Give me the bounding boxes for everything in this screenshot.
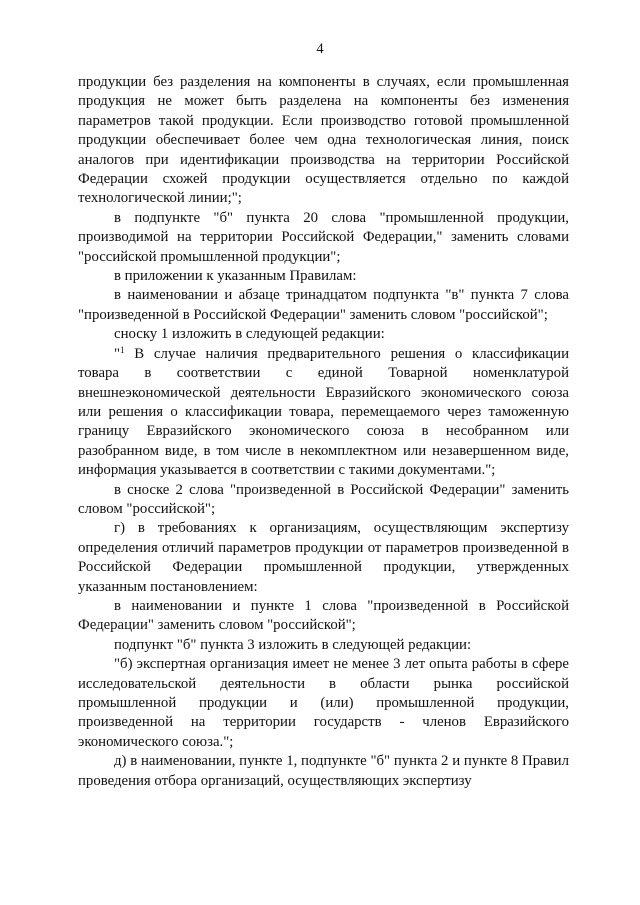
page-number: 4 bbox=[316, 41, 324, 57]
paragraph-appendix: в приложении к указанным Правилам: bbox=[114, 268, 357, 285]
paragraph-subclause-b-20: в подпункте "б" пункта 20 слова "промышленной продукции, производимой на территории Российской Федерации," заменить словами "российской промышленной продукции"; bbox=[78, 209, 569, 265]
quote-mark: " bbox=[114, 345, 121, 362]
paragraph-continuation: продукции без разделения на компоненты в случаях, если промышленная продукция не может быть разделена на компоненты без изменения параметров такой продукции. Если производство готовой промышленной продукции обеспечивает более чем одна технологическая линия, поиск аналогов при идентификации производства на территории Российской Федерации схожей продукции осуществляется отдельно по каждой технологической линии;"; bbox=[78, 74, 569, 207]
paragraph-item-g: г) в требованиях к организациям, осуществляющим экспертизу определения отличий параметров продукции от параметров произведенной в Российской Федерации промышленной продукции, утвержденных указанным постановлением: bbox=[78, 520, 569, 595]
footnote-1-body: В случае наличия предварительного решения о классификации товара в соответствии с единой Товарной номенклатурой внешнеэкономической деятельности Евразийского экономического союза или решения о классификации товара, перемещаемого через таможенную границу Евразийского экономического союза в несобранном или разобранном виде, в том числе в некомплектном или незавершенном виде, информация указывается в соответствии с такими документами."; bbox=[78, 345, 569, 479]
paragraph-footnote-1-intro: сноску 1 изложить в следующей редакции: bbox=[114, 326, 385, 343]
paragraph-footnote-2: в сноске 2 слова "произведенной в Российской Федерации" заменить словом "российской"; bbox=[78, 481, 569, 517]
paragraph-clause-1: в наименовании и пункте 1 слова "произведенной в Российской Федерации" заменить словом "российской"; bbox=[78, 597, 569, 634]
paragraph-subclause-b-3-intro: подпункт "б" пункта 3 изложить в следующей редакции: bbox=[114, 636, 472, 653]
paragraph-footnote-1-text bbox=[78, 345, 569, 481]
paragraph-clause-7: в наименовании и абзаце тринадцатом подпункта "в" пункта 7 слова "произведенной в Российской Федерации" заменить словом "российской"; bbox=[78, 287, 569, 323]
document-body bbox=[78, 73, 569, 791]
paragraph-item-d: д) в наименовании, пункте 1, подпункте "б" пункта 2 и пункте 8 Правил проведения отбора организаций, осуществляющих экспертизу bbox=[78, 753, 569, 789]
paragraph-subclause-b-3-text: "б) экспертная организация имеет не менее 3 лет опыта работы в сфере исследовательской деятельности в области рынка российской промышленной продукции и (или) промышленной продукции, произведенной на территории государств - членов Евразийского экономического союза."; bbox=[78, 656, 569, 750]
footnote-marker: 1 bbox=[120, 344, 125, 355]
